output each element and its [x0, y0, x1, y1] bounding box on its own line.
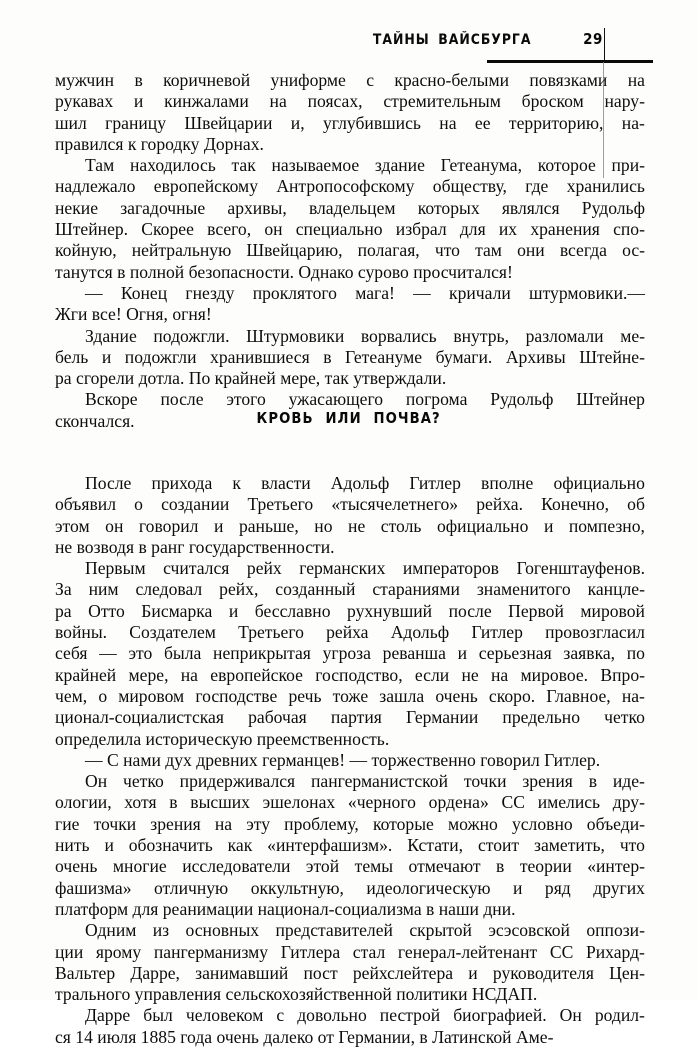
text-line: фашизма» отличную оккультную, идеологическую и ряд других [55, 877, 645, 898]
text-line: рукавах и кинжалами на поясах, стремительным броском нару- [55, 91, 645, 112]
paragraph [55, 771, 645, 920]
text-line: платформ для реанимации национал-социализма в наши дни. [55, 898, 516, 919]
text-line: ологии, хотя в высших эшелонах «черного ордена» СС имелись дру- [55, 792, 645, 813]
text-line: шил границу Швейцарии и, углубившись на ее территорию, на- [55, 112, 645, 133]
text-line: объявил о создании Третьего «тысячелетнего» рейха. Конечно, об [55, 494, 645, 515]
text-line: ционал-социалистская рабочая партия Германии предельно четко [55, 707, 645, 728]
header-horizontal-rule [487, 60, 653, 63]
text-line: ра сгорели дотла. По крайней мере, так утверждали. [55, 368, 447, 389]
text-line: ра Отто Бисмарка и бесславно рухнувший после Первой мировой [55, 600, 645, 621]
text-line: танутся в полной безопасности. Однако сурово просчитался! [55, 261, 513, 282]
text-line: — Конец гнезду проклятого мага! — кричали штурмовики.— [85, 282, 645, 303]
text-line: очень многие исследователи этой темы отмечают в теории «интер- [55, 856, 645, 877]
header-inner [360, 30, 608, 48]
text-line: нить и обозначить как «интерфашизм». Кстати, стоит заметить, что [55, 835, 645, 856]
body-text-upper [55, 70, 645, 432]
text-line: бель и подожгли хранившиеся в Гетеануме бумаги. Архивы Штейне- [55, 346, 645, 367]
text-line: гие точки зрения на эту проблему, которые можно условно объеди- [55, 813, 645, 834]
paragraph [55, 920, 645, 1005]
text-line: ся 14 июля 1885 года очень далеко от Германии, в Латинской Аме- [55, 1026, 554, 1047]
header-vertical-divider [604, 28, 605, 62]
header-chapter-title: ТАЙНЫ ВАЙСБУРГА [372, 32, 532, 48]
page-number: 29 [583, 30, 603, 48]
running-header [55, 30, 653, 62]
text-line: трального управления сельскохозяйственной политики НСДАП. [55, 984, 538, 1005]
paragraph [55, 750, 645, 771]
text-line: надлежало европейскому Антропософскому обществу, где хранились [55, 176, 645, 197]
text-line: За ним следовал рейх, созданный стараниями знаменитого канцле- [55, 579, 645, 600]
text-line: не возводя в ранг государственности. [55, 536, 335, 557]
text-line: Вскоре после этого ужасающего погрома Рудольф Штейнер [85, 389, 645, 410]
text-line: себя — это была неприкрытая угроза реванша и серьезная заявка, по [55, 643, 645, 664]
text-line: Первым считался рейх германских императоров Гогенштауфенов. [85, 558, 645, 579]
text-line: Одним из основных представителей скрытой эсэсовской оппози- [85, 920, 645, 941]
paragraph [55, 70, 645, 155]
section-heading [0, 409, 698, 427]
text-line: скончался. [55, 410, 135, 431]
text-line: правился к городку Дорнах. [55, 133, 264, 154]
text-line: войны. Создателем Третьего рейха Адольф Гитлер провозгласил [55, 622, 645, 643]
section-heading-text: КРОВЬ ИЛИ ПОЧВА? [256, 409, 442, 427]
text-line: Дарре был человеком с довольно пестрой биографией. Он родил- [85, 1005, 645, 1026]
text-line: крайней мере, на европейское господство, если не на мировое. Впро- [55, 664, 645, 685]
paragraph [55, 473, 645, 558]
paragraph [55, 326, 645, 390]
body-text-lower [55, 473, 645, 1048]
paragraph [55, 1005, 645, 1048]
text-line: Он четко придерживался пангерманистской точки зрения в иде- [85, 771, 645, 792]
text-line: После прихода к власти Адольф Гитлер вполне официально [85, 473, 645, 493]
paragraph [55, 283, 645, 326]
text-line: Здание подожгли. Штурмовики ворвались внутрь, разломали ме- [85, 325, 645, 346]
text-line: Вальтер Дарре, занимавший пост рейхслейтера и руководителя Цен- [55, 962, 645, 983]
text-line: некие загадочные архивы, владельцем которых являлся Рудольф [55, 197, 645, 218]
text-line: Там находилось так называемое здание Гетеанума, которое при- [85, 155, 645, 176]
text-line: этом он говорил и раньше, но не столь официально и помпезно, [55, 515, 645, 536]
text-line: Жги все! Огня, огня! [55, 304, 212, 325]
text-line: определила историческую преемственность. [55, 728, 390, 749]
text-line: чем, о мировом господстве речь тоже зашла очень скоро. Главное, на- [55, 685, 645, 706]
text-line: — С нами дух древних германцев! — торжественно говорил Гитлер. [85, 749, 601, 770]
text-line: койную, нейтральную Швейцарию, полагая, что там они всегда ос- [55, 240, 645, 261]
paragraph [55, 155, 645, 283]
paragraph [55, 558, 645, 750]
text-line: ции ярому пангерманизму Гитлера стал генерал-лейтенант СС Рихард- [55, 941, 645, 962]
text-line: Штейнер. Скорее всего, он специально избрал для их хранения спо- [55, 219, 645, 240]
text-line: мужчин в коричневой униформе с красно-белыми повязками на [55, 70, 645, 90]
